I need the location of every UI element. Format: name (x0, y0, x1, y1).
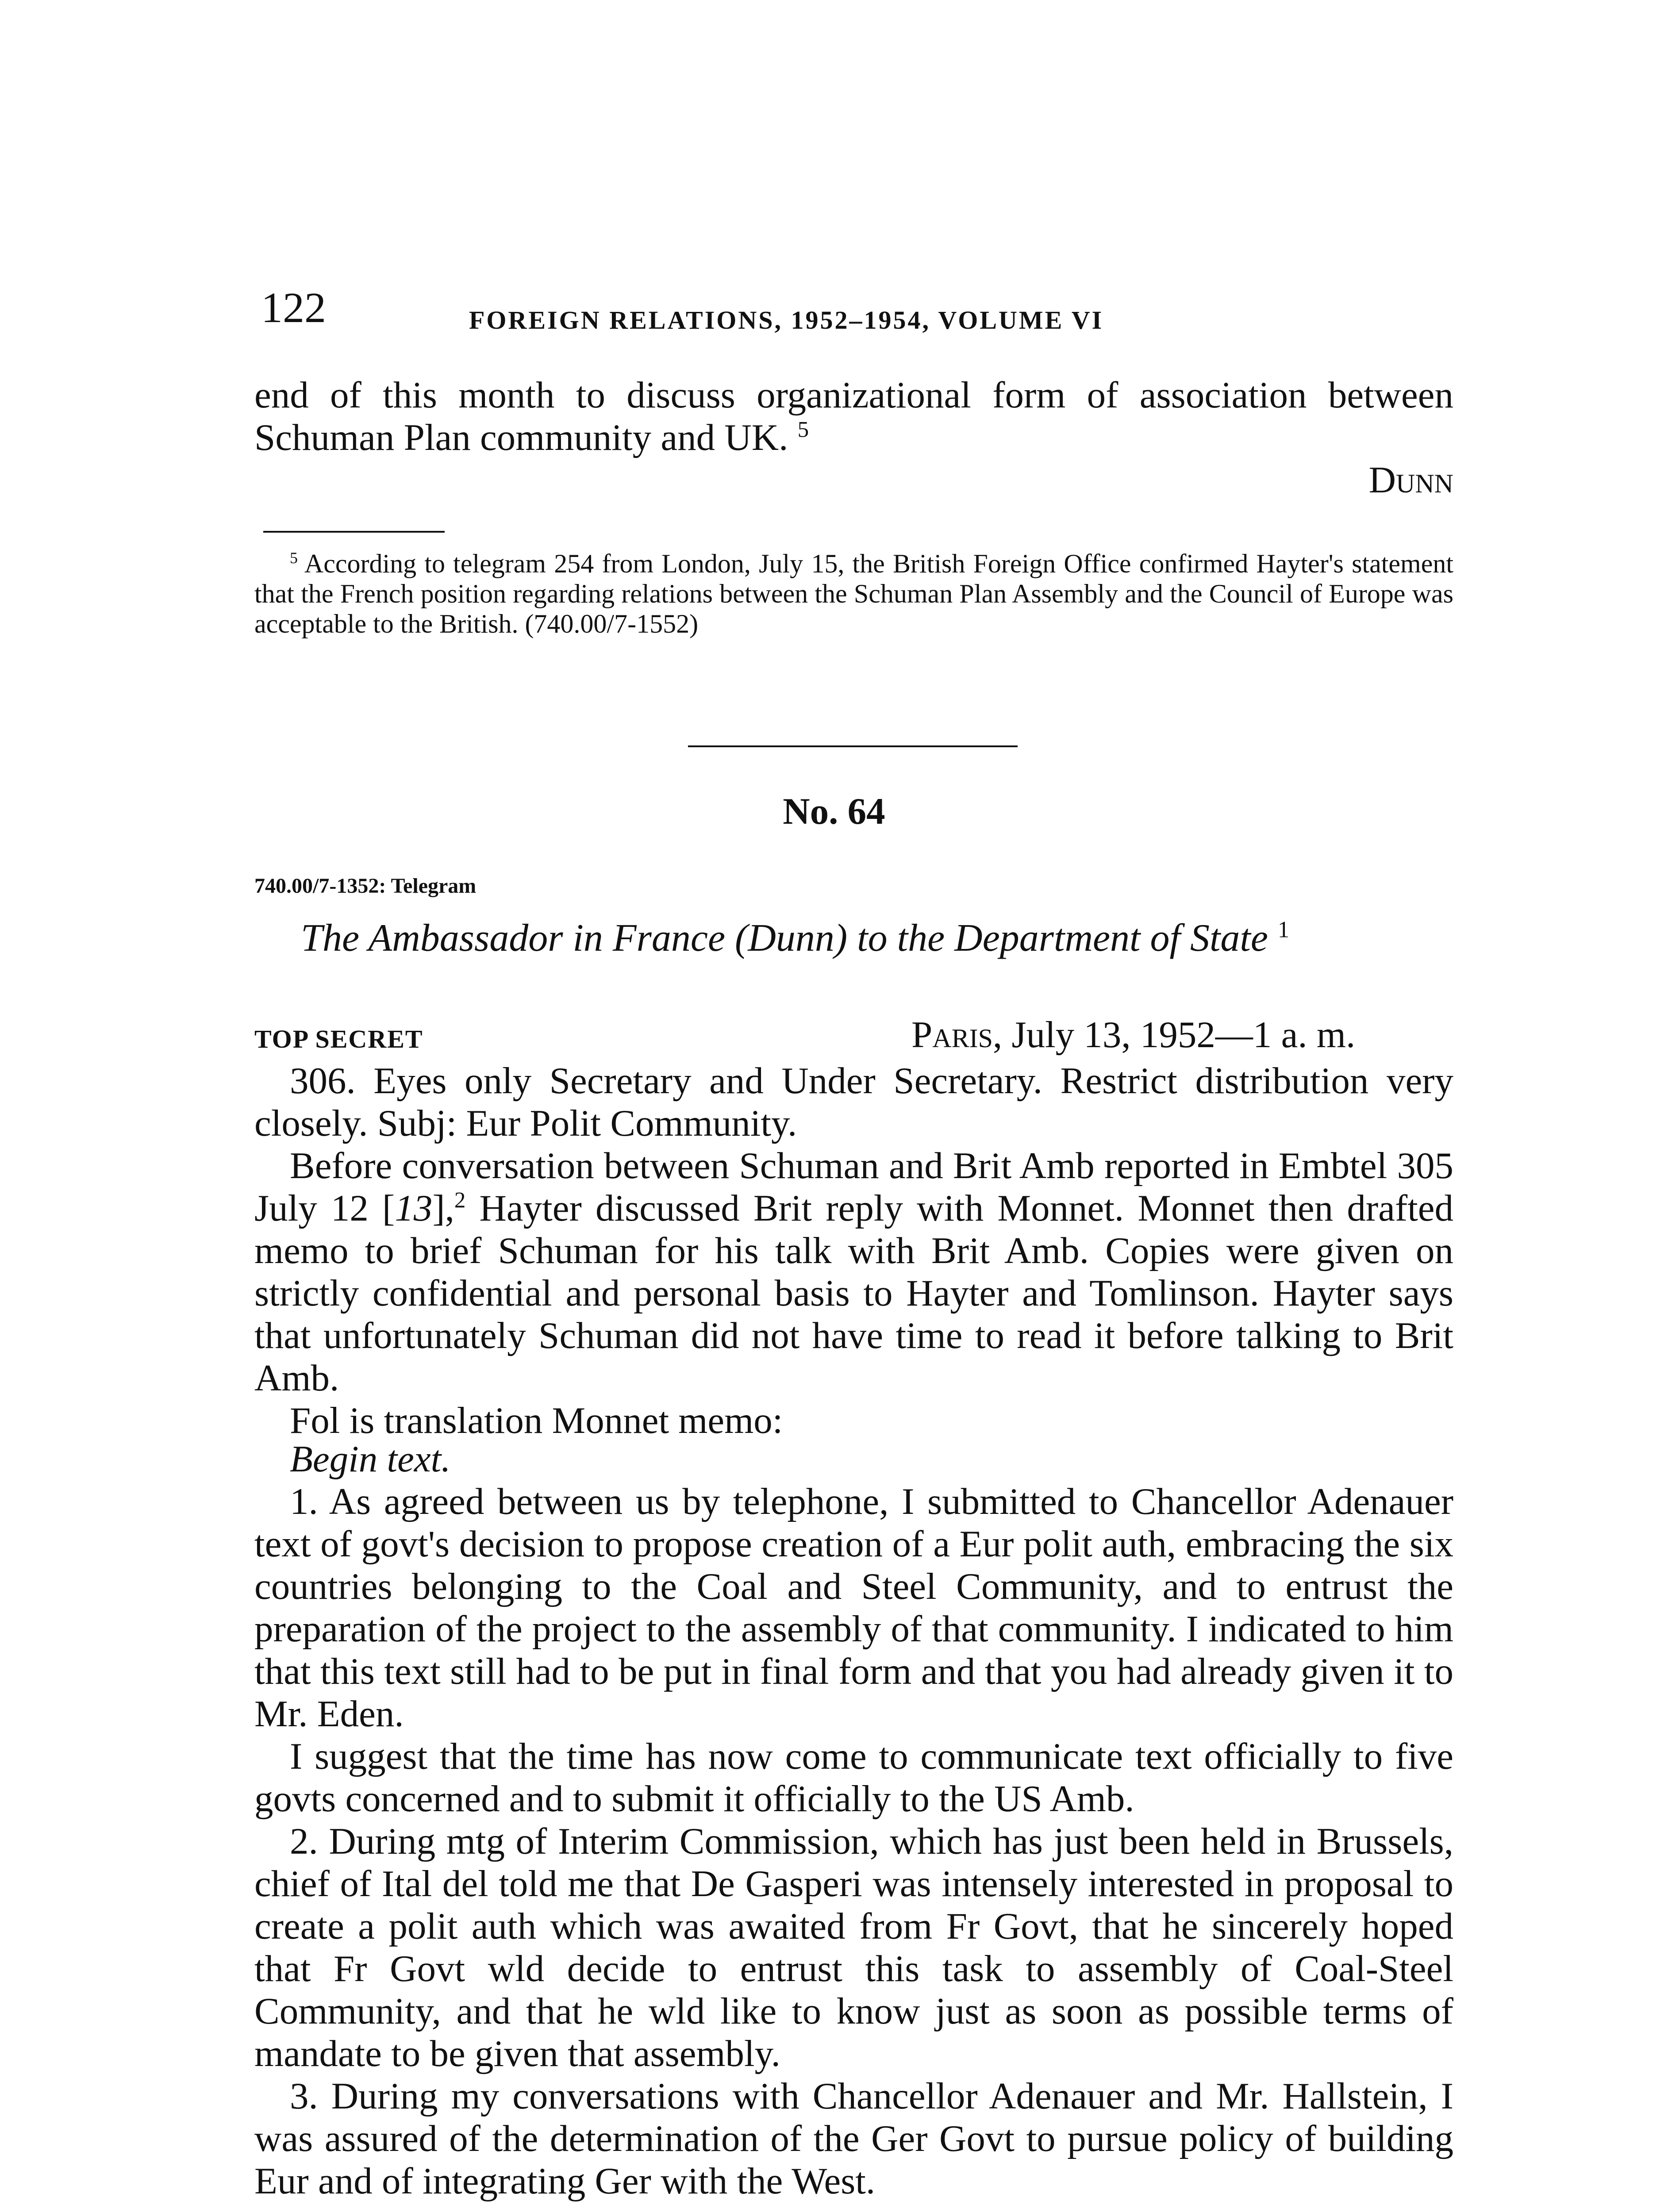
bracket-insert: 13 (395, 1187, 433, 1229)
memo-body (254, 1438, 1453, 2202)
footnote-ref-2: 2 (454, 1188, 466, 1213)
running-head: FOREIGN RELATIONS, 1952–1954, VOLUME VI (469, 306, 1104, 334)
footnote-rule (263, 531, 445, 533)
begin-text (254, 1438, 1453, 1480)
file-number: 740.00/7-1352: Telegram (254, 874, 477, 898)
signature: Dunn (1368, 459, 1453, 501)
section-divider (688, 745, 1018, 747)
memo-paragraph-1b: I suggest that the time has now come to communicate text officially to five govts concerned and to submit it officially to the US Amb. (254, 1736, 1453, 1820)
continued-paragraph-text: end of this month to discuss organizational form of association between Schuman Plan community and UK. (254, 374, 1453, 458)
paragraph-text: Hayter discussed Brit reply with Monnet. Monnet then drafted memo to brief Schuman for his talk with Brit Amb. Copies were given on strictly confidential and personal basis to Hayter and Tomlinson. Hayter says that unfortunately Schuman did not have time to read it before talking to Brit Amb. (254, 1187, 1454, 1399)
document-title-text: The Ambassador in France (Dunn) to the Department of State (301, 917, 1268, 960)
memo-paragraph-1: 1. As agreed between us by telephone, I submitted to Chancellor Adenauer text of govt's decision to propose creation of a Eur polit auth, embracing the six countries belonging to the Coal and Steel Community, and to entrust the preparation of the project to the assembly of that community. I indicated to him that this text still had to be put in final form and that you had already given it to Mr. Eden. (254, 1481, 1453, 1735)
dateline-date: , July 13, 1952—1 a. m. (992, 1014, 1356, 1056)
continued-paragraph (254, 374, 1453, 459)
footnote-marker: 5 (290, 549, 298, 567)
document-number: No. 64 (783, 791, 885, 832)
paragraph: 306. Eyes only Secretary and Under Secretary. Restrict distribution very closely. Subj: Eur Polit Community. (254, 1060, 1453, 1144)
dateline-place: Paris (911, 1014, 993, 1056)
telegram-body (254, 1060, 1453, 1442)
memo-paragraph-3: 3. During my conversations with Chancellor Adenauer and Mr. Hallstein, I was assured of the determination of the Ger Govt to pursue policy of building Eur and of integrating Ger with the West. (254, 2075, 1453, 2202)
classification: TOP SECRET (254, 1025, 423, 1053)
begin-text-label: Begin text. (290, 1438, 451, 1480)
paragraph: Fol is translation Monnet memo: (290, 1400, 783, 1441)
paragraph (254, 1144, 1453, 1399)
footnote-text: According to telegram 254 from London, July 15, the British Foreign Office confirmed Hayter's statement that the French position regarding relations between the Schuman Plan Assembly and the Council of Europe was acceptable to the British. (740.00/7-1552) (254, 549, 1453, 638)
footnote-ref-5: 5 (797, 417, 809, 442)
paragraph-text: Before conversation between Schuman and Brit Amb reported in Embtel 305 July 12 [ (254, 1145, 1453, 1229)
document-title (301, 916, 1289, 960)
footnote-ref-1: 1 (1277, 917, 1290, 943)
page-number: 122 (261, 284, 326, 332)
continued-text (254, 374, 1453, 501)
dateline (911, 1013, 1355, 1056)
footnote-5 (254, 549, 1453, 639)
paragraph-text: ], (432, 1187, 454, 1229)
memo-paragraph-2: 2. During mtg of Interim Commission, which has just been held in Brussels, chief of Ital del told me that De Gasperi was intensely interested in proposal to create a polit auth which was awaited from Fr Govt, that he sincerely hoped that Fr Govt wld decide to entrust this task to assembly of Coal-Steel Community, and that he wld like to know just as soon as possible terms of mandate to be given that assembly. (254, 1820, 1453, 2074)
